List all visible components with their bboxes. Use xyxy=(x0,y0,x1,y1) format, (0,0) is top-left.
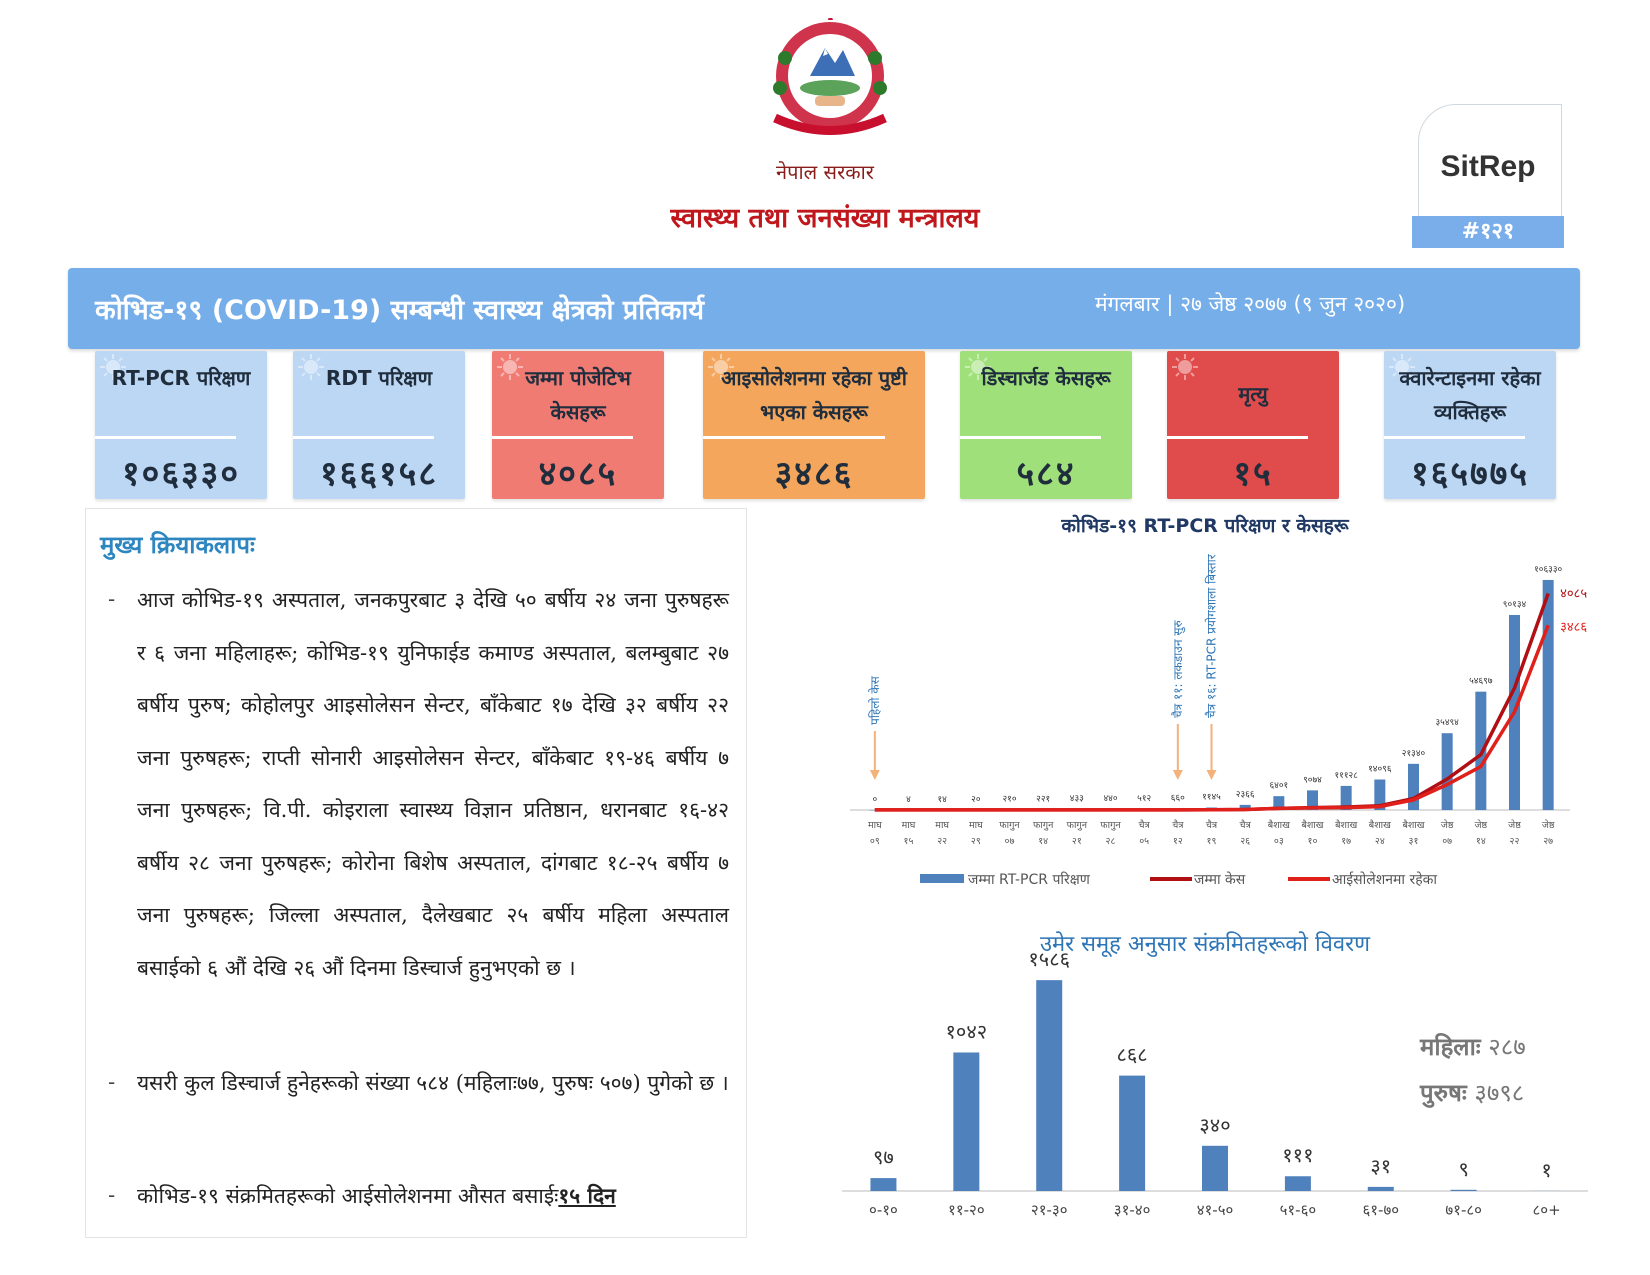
activity-paragraph-total-discharge: यसरी कुल डिस्चार्ज हुनेहरूको संख्या ५८४ (महिलाः७७, पुरुषः ५०७) पुगेको छ । xyxy=(137,1071,729,1095)
legend-tests-label: जम्मा RT-PCR परिक्षण xyxy=(968,872,1090,888)
stat-value: १५ xyxy=(1233,454,1273,494)
test-bar-label: २० xyxy=(971,794,981,805)
test-bar-label: ४३३ xyxy=(1069,794,1084,805)
activities-heading: मुख्य क्रियाकलापः xyxy=(100,530,255,559)
chart1-x-tick-month: चैत्र xyxy=(1172,820,1184,831)
chart1-x-tick-day: ०५ xyxy=(1139,836,1150,847)
annotation-arrow-head xyxy=(1173,770,1183,780)
age-x-tick: ३१-४० xyxy=(1113,1201,1151,1219)
stat-divider xyxy=(1384,436,1525,439)
chart1-x-tick-day: २९ xyxy=(970,836,981,847)
stat-label: मृत्यु xyxy=(1238,382,1268,406)
stat-card xyxy=(492,351,664,499)
chart1-x-tick-day: १४ xyxy=(1475,836,1486,847)
age-bar xyxy=(1119,1076,1145,1191)
stat-label: डिस्चार्जड केसहरू xyxy=(981,366,1111,390)
chart1-x-tick-day: १० xyxy=(1307,836,1318,847)
stat-card xyxy=(293,351,465,499)
chart1-x-tick-day: २२ xyxy=(937,836,948,847)
government-emblem-icon xyxy=(755,18,905,143)
age-x-tick: ०-१० xyxy=(869,1201,898,1219)
annotation-label: चैत्र ११: लकडाउन सुरु xyxy=(1170,620,1185,718)
gender-female xyxy=(1420,1030,1526,1063)
avg-stay-text: कोभिड-१९ संक्रमितहरूको आईसोलेशनमा औसत बसाईः xyxy=(137,1184,559,1208)
sitrep-number: #१२१ xyxy=(1412,216,1564,248)
stat-value: १६६१५८ xyxy=(319,454,439,494)
age-bar xyxy=(1368,1187,1394,1191)
test-bar-label: १४ xyxy=(937,794,947,805)
bullet-dash-icon: - xyxy=(108,587,116,611)
government-name: नेपाल सरकार xyxy=(776,160,874,184)
stat-label: RT-PCR परिक्षण xyxy=(111,366,251,390)
activity-paragraph-avg-stay xyxy=(137,1170,729,1223)
test-bar-label: २२१ xyxy=(1036,794,1051,805)
chart1-x-tick-month: बैशाख xyxy=(1368,820,1391,831)
activity-paragraph-discharges: आज कोभिड-१९ अस्पताल, जनकपुरबाट ३ देखि ५० बर्षीय २४ जना पुरुषहरू र ६ जना महिलाहरू; कोभिड-१९ युनिफाईड कमाण्ड अस्पताल, बलम्बुबाट २७ बर्षीय पुरुष; कोहोलपुर आइसोलेसन सेन्टर, बाँकेबाट १७ देखि ३२ बर्षीय २२ जना पुरुषहरू; राप्ती सोनारी आइसोलेसन सेन्टर, बाँकेबाट १९-४६ बर्षीय ७ जना पुरुषहरू; वि.पी. कोइराला स्वास्थ्य विज्ञान प्रतिष्ठान, धरानबाट १६-४२ बर्षीय २८ जना पुरुषहरू; कोरोना बिशेष अस्पताल, दांगबाट १८-२५ बर्षीय ७ जना पुरुषहरू; जिल्ला अस्पताल, दैलेखबाट २५ बर्षीय महिला अस्पताल बसाईको ६ औं देखि २६ औं दिनमा डिस्चार्ज हुनुभएको छ । xyxy=(137,588,729,980)
test-bar-label: ११४५ xyxy=(1202,792,1221,803)
age-bar-label: ९ xyxy=(1458,1156,1469,1181)
test-bar-label: २१० xyxy=(1002,794,1017,805)
chart1-x-tick-day: २२ xyxy=(1509,836,1520,847)
male-label: पुरुषः xyxy=(1420,1078,1467,1107)
test-bar-label: ९०१३४ xyxy=(1502,599,1527,610)
chart1-x-tick-month: बैशाख xyxy=(1267,820,1290,831)
chart1-x-tick-day: १२ xyxy=(1172,836,1183,847)
legend-tests-swatch xyxy=(920,874,964,883)
test-bar-label: ५४६९७ xyxy=(1469,676,1493,687)
cases-end-label: ४०८५ xyxy=(1560,586,1588,602)
test-bar-label: ३५४९४ xyxy=(1435,718,1459,729)
chart1-x-tick-day: ०३ xyxy=(1273,836,1284,847)
stat-card xyxy=(703,351,925,499)
stat-card xyxy=(1384,351,1556,499)
test-bar xyxy=(1543,580,1554,810)
stat-value: ३४८६ xyxy=(774,454,854,494)
age-bar xyxy=(1036,980,1062,1191)
stat-label: जम्मा पोजेटिभ केसहरू xyxy=(525,366,631,424)
chart1-x-tick-month: फागुन xyxy=(1066,820,1088,831)
age-bar xyxy=(1451,1190,1477,1191)
annotation-arrow-head xyxy=(1207,770,1217,780)
test-bar xyxy=(1408,764,1419,810)
chart2-title: उमेर समूह अनुसार संक्रमितहरूको विवरण xyxy=(1039,932,1371,957)
chart1-x-tick-month: चैत्र xyxy=(1205,820,1218,831)
stat-card xyxy=(95,351,267,499)
age-bar-label: ३१ xyxy=(1370,1153,1392,1178)
chart1-x-tick-month: चैत्र xyxy=(1138,820,1150,831)
annotation-label: पहिलो केस xyxy=(867,676,882,725)
banner-title: कोभिड-१९ (COVID-19) सम्बन्धी स्वास्थ्य क्षेत्रको प्रतिकार्य xyxy=(95,295,704,326)
stat-divider xyxy=(95,436,236,439)
test-bar-label: ५१२ xyxy=(1137,793,1152,804)
age-x-tick: ६१-७० xyxy=(1362,1201,1400,1219)
age-x-tick: ७१-८० xyxy=(1445,1201,1482,1219)
stat-divider xyxy=(960,436,1101,439)
chart1-x-tick-month: फागुन xyxy=(1032,820,1054,831)
stat-divider xyxy=(492,436,633,439)
stat-value: १६५७७५ xyxy=(1410,454,1530,494)
stat-value: ४०८५ xyxy=(538,454,618,494)
test-bar-label: २१३४० xyxy=(1401,748,1426,759)
stat-label: आइसोलेशनमा रहेका पुष्टी भएका केसहरू xyxy=(721,366,907,424)
chart1-x-tick-day: ३१ xyxy=(1408,836,1419,847)
stat-card xyxy=(1167,351,1339,499)
age-x-tick: ८०+ xyxy=(1532,1201,1561,1219)
stat-card xyxy=(960,351,1132,499)
chart1-x-tick-day: २४ xyxy=(1374,836,1385,847)
age-bar-label: १५८६ xyxy=(1028,947,1071,972)
age-x-tick: ४१-५० xyxy=(1196,1201,1234,1219)
test-bar-label: ४ xyxy=(906,794,911,805)
avg-stay-value: १५ दिन xyxy=(558,1183,616,1208)
female-value: २८७ xyxy=(1488,1033,1526,1061)
stat-label: RDT परिक्षण xyxy=(325,366,433,390)
chart1-x-tick-month: माघ xyxy=(968,820,983,831)
stat-divider xyxy=(293,436,434,439)
age-bar-label: १०४२ xyxy=(945,1019,988,1044)
test-bar xyxy=(1442,733,1453,810)
test-bar-label: २३६६ xyxy=(1235,789,1255,800)
chart1-x-tick-month: जेष्ठ xyxy=(1508,820,1521,831)
bullet-dash-icon: - xyxy=(108,1070,116,1094)
stat-value: १०६३३० xyxy=(121,454,241,494)
age-bar-label: १ xyxy=(1541,1157,1552,1182)
stat-divider xyxy=(703,436,885,439)
age-bar xyxy=(1285,1176,1311,1191)
chart1-x-tick-month: जेष्ठ xyxy=(1541,820,1555,831)
test-bar-label: ४४० xyxy=(1103,794,1118,805)
age-x-tick: २१-३० xyxy=(1030,1201,1068,1219)
chart1-title: कोभिड-१९ RT-PCR परिक्षण र केसहरू xyxy=(1061,515,1349,537)
annotation-arrow-head xyxy=(870,770,880,780)
chart1-x-tick-day: १९ xyxy=(1206,836,1217,847)
stat-divider xyxy=(1167,436,1308,439)
test-bar-label: ९०७४ xyxy=(1303,775,1322,786)
age-x-tick: ११-२० xyxy=(948,1201,985,1219)
chart1-x-tick-month: जेष्ठ xyxy=(1440,820,1454,831)
chart1-x-tick-day: १७ xyxy=(1341,836,1352,847)
age-bar-label: ९७ xyxy=(873,1145,894,1170)
chart1-x-tick-day: १५ xyxy=(903,836,914,847)
chart1-x-tick-month: माघ xyxy=(867,820,882,831)
test-bar-label: १११२८ xyxy=(1334,770,1358,781)
chart1-x-tick-month: चैत्र xyxy=(1239,820,1251,831)
chart1-x-tick-month: जेष्ठ xyxy=(1474,820,1488,831)
ministry-name: स्वास्थ्य तथा जनसंख्या मन्त्रालय xyxy=(670,203,980,234)
test-bar-label: ६४०१ xyxy=(1269,781,1289,792)
female-label: महिलाः xyxy=(1420,1032,1481,1061)
age-bar-label: ८६८ xyxy=(1116,1042,1148,1067)
chart1-x-tick-day: ०७ xyxy=(1004,836,1015,847)
chart1-x-tick-month: माघ xyxy=(901,820,916,831)
chart1-x-tick-day: ०९ xyxy=(869,836,880,847)
banner-date: मंगलबार | २७ जेष्ठ २०७७ (९ जुन २०२०) xyxy=(1095,292,1406,316)
age-x-tick: ५१-६० xyxy=(1279,1201,1317,1219)
gender-male xyxy=(1420,1076,1524,1109)
age-bar xyxy=(953,1052,979,1191)
legend-isolation-label: आईसोलेशनमा रहेका xyxy=(1332,872,1438,888)
age-bar-label: ३४० xyxy=(1199,1112,1231,1137)
chart1-x-tick-month: फागुन xyxy=(1100,820,1121,831)
age-bar-label: १११ xyxy=(1282,1143,1314,1168)
chart1-x-tick-day: २१ xyxy=(1071,836,1082,847)
isolation-end-label: ३४८६ xyxy=(1560,620,1588,636)
legend-cases-label: जम्मा केस xyxy=(1194,872,1246,888)
testing-cases-chart xyxy=(830,520,1620,900)
chart1-x-tick-day: २७ xyxy=(1543,836,1554,847)
chart1-x-tick-day: ०७ xyxy=(1442,836,1453,847)
stat-value: ५८४ xyxy=(1016,454,1076,494)
chart1-x-tick-day: १४ xyxy=(1038,836,1049,847)
sitrep-label: SitRep xyxy=(1440,150,1536,183)
chart1-x-tick-month: बैशाख xyxy=(1335,820,1358,831)
stat-label: क्वारेन्टाइनमा रहेका व्यक्तिहरू xyxy=(1399,366,1541,424)
test-bar-label: ० xyxy=(872,795,878,805)
chart1-x-tick-day: २८ xyxy=(1105,836,1116,847)
annotation-label: चैत्र १६: RT-PCR प्रयोगशाला बिस्तार xyxy=(1204,554,1219,718)
test-bar-label: १०६३३० xyxy=(1534,564,1563,575)
chart1-x-tick-month: माघ xyxy=(935,820,950,831)
chart1-x-tick-day: २६ xyxy=(1240,836,1251,847)
male-value: ३७९८ xyxy=(1474,1079,1525,1107)
bullet-dash-icon: - xyxy=(108,1183,116,1207)
age-bar xyxy=(870,1178,896,1191)
chart1-x-tick-month: बैशाख xyxy=(1402,820,1425,831)
chart1-x-tick-month: फागुन xyxy=(999,820,1020,831)
test-bar-label: १४०९६ xyxy=(1368,764,1392,775)
chart1-x-tick-month: बैशाख xyxy=(1301,820,1324,831)
age-bar xyxy=(1202,1146,1228,1191)
test-bar-label: ६६० xyxy=(1170,793,1185,804)
